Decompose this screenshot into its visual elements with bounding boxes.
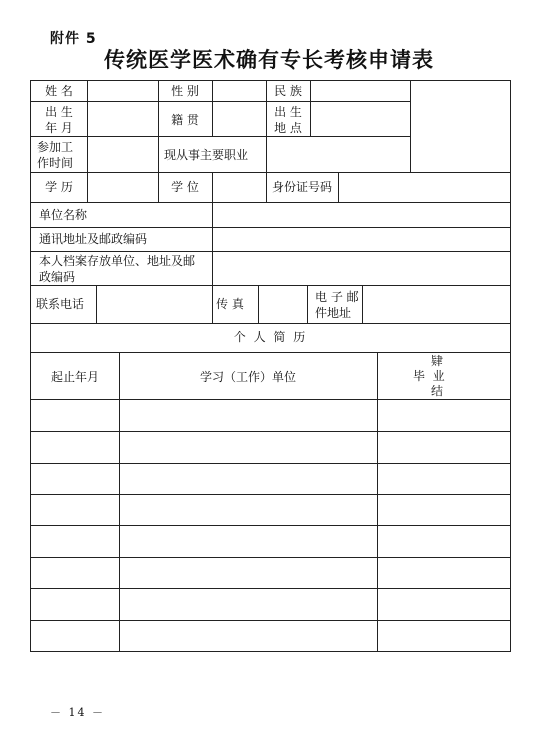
current-job-label: 现从事主要职业: [164, 148, 249, 162]
resume-header: 个 人 简 历: [233, 330, 308, 344]
email-label-line2: 件地址: [315, 305, 352, 320]
gender-label: 性 别: [171, 84, 199, 98]
col-divider: [212, 172, 213, 202]
birth-date-label-line2: 年 月: [45, 120, 73, 135]
email-label-line1: 电 子 邮: [315, 289, 359, 304]
col-divider: [266, 136, 267, 172]
row-divider: [31, 620, 510, 621]
birthplace-label-line2: 地 点: [274, 120, 302, 135]
education-label: 学 历: [45, 180, 73, 194]
email-label: [315, 286, 361, 323]
employer-label: 单位名称: [39, 208, 88, 222]
col-divider: [212, 202, 213, 285]
row-divider: [31, 172, 510, 173]
id-number-label: 身份证号码: [271, 180, 332, 194]
archive-location-label: [39, 252, 211, 285]
row-divider: [31, 463, 510, 464]
row-divider: [31, 227, 510, 228]
application-form: [30, 80, 511, 652]
col-divider: [87, 172, 88, 202]
archive-location-line2: 政编码: [39, 269, 76, 284]
page-title: 传统医学医术确有专长考核申请表: [104, 47, 434, 72]
graduate-cert-bottom: 结: [431, 384, 444, 398]
work-start-label-line2: 作时间: [37, 156, 74, 170]
birthplace-label-line1: 出 生: [274, 104, 302, 119]
col-divider: [212, 285, 213, 323]
work-start-label-line1: 参加工: [37, 140, 74, 154]
row-divider: [31, 557, 510, 558]
birth-date-label-line1: 出 生: [45, 104, 73, 119]
phone-label: 联系电话: [36, 297, 85, 311]
row-divider: [31, 588, 510, 589]
row-divider: [31, 399, 510, 400]
col-divider: [307, 285, 308, 323]
col-divider: [87, 136, 88, 172]
col-divider: [96, 285, 97, 323]
col-divider: [119, 352, 120, 651]
col-divider: [258, 285, 259, 323]
birthplace-label: [266, 103, 310, 136]
work-start-label: [37, 138, 87, 172]
col-divider: [310, 81, 311, 136]
ethnicity-label: 民 族: [274, 84, 302, 98]
col-divider: [362, 285, 363, 323]
native-place-label: [158, 103, 212, 136]
fax-label: 传 真: [216, 297, 244, 311]
row-divider: [31, 494, 510, 495]
resume-period-header: 起止年月: [50, 370, 99, 384]
resume-unit-header: 学习（工作）单位: [199, 370, 296, 384]
attachment-label: 附件 5: [50, 31, 97, 47]
birth-date-label: [31, 103, 87, 136]
row-divider: [31, 202, 510, 203]
graduate-cert-header: [377, 353, 510, 399]
col-divider: [158, 136, 159, 172]
col-divider: [87, 81, 88, 136]
page-number: － 14 －: [50, 706, 105, 719]
col-divider: [212, 81, 213, 136]
name-label: 姓 名: [45, 84, 73, 98]
address-postcode-label: 通讯地址及邮政编码: [39, 232, 148, 246]
col-divider: [410, 81, 411, 172]
graduate-cert-top: 肄: [431, 354, 444, 368]
row-divider: [31, 525, 510, 526]
degree-label: 学 位: [171, 180, 199, 194]
row-divider: [31, 431, 510, 432]
archive-location-line1: 本人档案存放单位、地址及邮: [39, 253, 196, 268]
row-divider: [31, 285, 510, 286]
row-divider: [31, 323, 510, 324]
col-divider: [338, 172, 339, 202]
graduate-cert-middle: 毕 业: [413, 369, 445, 383]
native-place-label-text: 籍 贯: [171, 112, 199, 127]
